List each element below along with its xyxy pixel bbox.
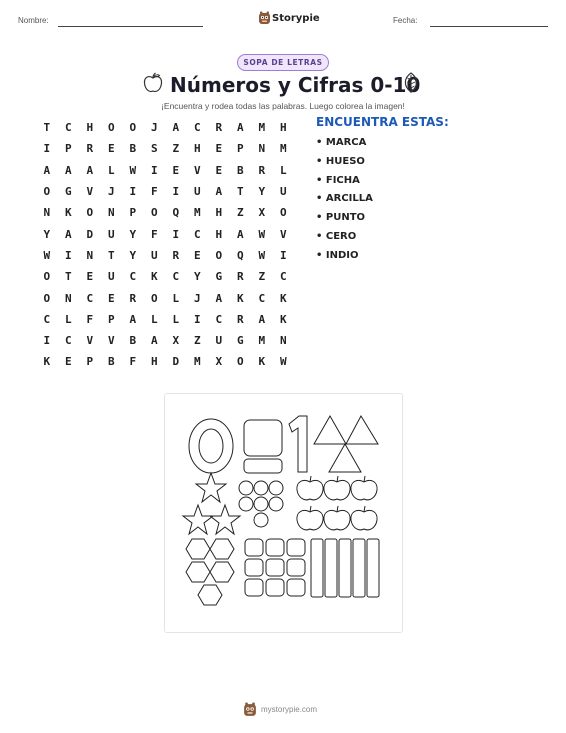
grid-letter[interactable]: C	[258, 291, 266, 305]
grid-letter[interactable]: O	[43, 270, 51, 284]
grid-letter[interactable]: U	[150, 248, 158, 262]
zero-shape[interactable]	[189, 419, 233, 473]
grid-letter[interactable]: P	[86, 355, 94, 369]
grid-letter[interactable]: U	[215, 334, 223, 348]
coloring-picture[interactable]	[164, 393, 403, 633]
date-field[interactable]	[430, 26, 548, 27]
word-search-grid[interactable]	[36, 117, 294, 373]
unit-squares[interactable]	[244, 420, 282, 473]
grid-letter[interactable]: V	[279, 227, 287, 241]
name-field[interactable]	[58, 26, 203, 27]
grid-letter[interactable]: A	[236, 121, 244, 135]
grid-letter[interactable]: Y	[129, 248, 137, 262]
grid-letter[interactable]: K	[150, 270, 158, 284]
grid-letter[interactable]: C	[193, 227, 201, 241]
grid-letter[interactable]: B	[236, 163, 244, 177]
grid-letter[interactable]: H	[150, 355, 158, 369]
grid-letter[interactable]: L	[107, 163, 115, 177]
grid-letter[interactable]: F	[129, 355, 137, 369]
grid-letter[interactable]: F	[150, 185, 158, 199]
grid-letter[interactable]: O	[279, 206, 287, 220]
grid-letter[interactable]: A	[236, 227, 244, 241]
word-item: • FICHA	[316, 174, 360, 186]
grid-letter[interactable]: H	[86, 121, 94, 135]
grid-row	[36, 138, 294, 159]
grid-row	[36, 330, 294, 351]
grid-row	[36, 202, 294, 223]
grid-letter[interactable]: E	[86, 270, 94, 284]
grid-letter[interactable]: K	[43, 355, 51, 369]
grid-letter[interactable]: F	[150, 227, 158, 241]
rounded-rectangles[interactable]	[245, 539, 305, 596]
grid-letter[interactable]: E	[107, 142, 115, 156]
grid-letter[interactable]: W	[258, 227, 266, 241]
grid-letter[interactable]: D	[86, 227, 94, 241]
word-item: • ARCILLA	[316, 193, 373, 205]
grid-letter[interactable]: V	[86, 334, 94, 348]
grid-letter[interactable]: Y	[129, 227, 137, 241]
grid-letter[interactable]: T	[43, 121, 51, 135]
grid-letter[interactable]: B	[129, 142, 137, 156]
grid-letter[interactable]: E	[215, 142, 223, 156]
grid-letter[interactable]: L	[172, 312, 180, 326]
grid-letter[interactable]: G	[215, 270, 223, 284]
grid-letter[interactable]: N	[86, 248, 94, 262]
page-title: Números y Cifras 0-10	[170, 73, 421, 97]
grid-row	[36, 287, 294, 308]
grid-letter[interactable]: O	[43, 185, 51, 199]
grid-row	[36, 245, 294, 266]
footer	[243, 701, 343, 719]
grid-letter[interactable]: I	[172, 227, 180, 241]
grid-letter[interactable]: A	[86, 163, 94, 177]
grid-letter[interactable]: B	[107, 355, 115, 369]
grid-letter[interactable]: L	[150, 312, 158, 326]
name-label: Nombre:	[18, 16, 49, 25]
grid-letter[interactable]: C	[64, 121, 72, 135]
grid-letter[interactable]: T	[107, 248, 115, 262]
grid-letter[interactable]: D	[172, 355, 180, 369]
grid-letter[interactable]: G	[236, 334, 244, 348]
grid-letter[interactable]: C	[193, 121, 201, 135]
grid-letter[interactable]: R	[236, 312, 244, 326]
word-item: • MARCA	[316, 137, 367, 148]
grid-letter[interactable]: G	[64, 185, 72, 199]
grid-row	[36, 266, 294, 287]
grid-letter[interactable]: A	[172, 121, 180, 135]
grid-letter[interactable]: N	[43, 206, 51, 220]
grid-letter[interactable]: P	[236, 142, 244, 156]
grid-letter[interactable]: P	[129, 206, 137, 220]
grid-letter[interactable]: I	[172, 185, 180, 199]
word-item: • INDIO	[316, 249, 359, 261]
grid-letter[interactable]: C	[215, 312, 223, 326]
grid-letter[interactable]: T	[236, 185, 244, 199]
grid-letter[interactable]: L	[64, 312, 72, 326]
grid-letter[interactable]: S	[150, 142, 158, 156]
grid-letter[interactable]: Y	[258, 185, 266, 199]
grid-letter[interactable]: A	[215, 185, 223, 199]
grid-letter[interactable]: M	[193, 355, 201, 369]
grid-letter[interactable]: A	[129, 312, 137, 326]
grid-letter[interactable]: U	[279, 185, 287, 199]
grid-letter[interactable]: K	[258, 355, 266, 369]
grid-letter[interactable]: M	[279, 142, 287, 156]
grid-letter[interactable]: K	[64, 206, 72, 220]
grid-letter[interactable]: W	[279, 355, 287, 369]
grid-letter[interactable]: E	[215, 163, 223, 177]
grid-letter[interactable]: O	[215, 248, 223, 262]
grid-letter[interactable]: C	[279, 270, 287, 284]
grid-letter[interactable]: I	[64, 248, 72, 262]
grid-letter[interactable]: N	[258, 142, 266, 156]
grid-letter[interactable]: X	[215, 355, 223, 369]
grid-letter[interactable]: X	[172, 334, 180, 348]
grid-letter[interactable]: O	[107, 121, 115, 135]
apple-shapes[interactable]	[297, 476, 377, 530]
grid-letter[interactable]: E	[172, 163, 180, 177]
grid-letter[interactable]: C	[64, 334, 72, 348]
grid-letter[interactable]: P	[64, 142, 72, 156]
grid-letter[interactable]: H	[215, 206, 223, 220]
storypie-footer-logo-icon	[243, 702, 257, 717]
grid-letter[interactable]: N	[107, 206, 115, 220]
activity-badge: SOPA DE LETRAS	[237, 54, 329, 71]
grid-letter[interactable]: A	[43, 163, 51, 177]
grid-letter[interactable]: K	[279, 291, 287, 305]
grid-letter[interactable]: H	[279, 121, 287, 135]
word-item: • PUNTO	[316, 212, 366, 224]
grid-letter[interactable]: U	[107, 227, 115, 241]
grid-letter[interactable]: O	[150, 291, 158, 305]
grid-row	[36, 223, 294, 244]
grid-row	[36, 117, 294, 138]
grid-letter[interactable]: H	[193, 142, 201, 156]
grid-letter[interactable]: Z	[236, 206, 244, 220]
grid-letter[interactable]: I	[43, 142, 51, 156]
grid-letter[interactable]: V	[193, 163, 201, 177]
grid-letter[interactable]: K	[236, 291, 244, 305]
grid-letter[interactable]: Z	[172, 142, 180, 156]
grid-letter[interactable]: M	[193, 206, 201, 220]
grid-letter[interactable]: Z	[258, 270, 266, 284]
word-item: • HUESO	[316, 155, 365, 167]
word-list	[316, 137, 373, 269]
grid-letter[interactable]: E	[64, 355, 72, 369]
grid-letter[interactable]: R	[258, 163, 266, 177]
word-list-title: ENCUENTRA ESTAS:	[316, 115, 449, 129]
brand	[258, 11, 318, 27]
grid-letter[interactable]: A	[258, 312, 266, 326]
grid-row	[36, 181, 294, 202]
circle-shapes[interactable]	[239, 481, 283, 527]
grid-letter[interactable]: O	[129, 121, 137, 135]
footer-url: mystorypie.com	[261, 705, 318, 714]
worksheet-header	[18, 10, 548, 32]
grid-letter[interactable]: W	[43, 248, 51, 262]
grid-letter[interactable]: Q	[172, 206, 180, 220]
numbers-coloring-illustration[interactable]	[165, 394, 404, 634]
grid-letter[interactable]: U	[107, 270, 115, 284]
grid-letter[interactable]: A	[64, 227, 72, 241]
grid-letter[interactable]: I	[193, 312, 201, 326]
grid-letter[interactable]: M	[258, 121, 266, 135]
grid-letter[interactable]: O	[43, 291, 51, 305]
grid-letter[interactable]: O	[86, 206, 94, 220]
grid-letter[interactable]: I	[279, 248, 287, 262]
hexagon-shapes[interactable]	[186, 539, 234, 605]
grid-letter[interactable]: J	[193, 291, 201, 305]
grid-letter[interactable]: A	[64, 163, 72, 177]
grid-letter[interactable]: F	[86, 312, 94, 326]
ten-bars[interactable]	[311, 539, 379, 597]
grid-letter[interactable]: J	[107, 185, 115, 199]
leaf-icon	[401, 72, 421, 94]
triangle-shapes[interactable]	[314, 416, 378, 472]
grid-letter[interactable]: P	[107, 312, 115, 326]
brand-name: Storypie	[272, 13, 320, 24]
grid-letter[interactable]: L	[279, 163, 287, 177]
grid-letter[interactable]: Q	[236, 248, 244, 262]
grid-letter[interactable]: Z	[193, 334, 201, 348]
grid-letter[interactable]: I	[43, 334, 51, 348]
grid-letter[interactable]: T	[64, 270, 72, 284]
grid-letter[interactable]: M	[258, 334, 266, 348]
grid-letter[interactable]: N	[64, 291, 72, 305]
grid-letter[interactable]: C	[86, 291, 94, 305]
grid-letter[interactable]: A	[215, 291, 223, 305]
grid-letter[interactable]: R	[86, 142, 94, 156]
grid-letter[interactable]: X	[258, 206, 266, 220]
grid-letter[interactable]: C	[129, 270, 137, 284]
grid-letter[interactable]: K	[279, 312, 287, 326]
grid-letter[interactable]: E	[193, 248, 201, 262]
grid-letter[interactable]: N	[279, 334, 287, 348]
grid-letter[interactable]: E	[107, 291, 115, 305]
star-shapes[interactable]	[183, 473, 240, 534]
grid-letter[interactable]: O	[236, 355, 244, 369]
storypie-logo-icon	[258, 11, 271, 25]
grid-letter[interactable]: W	[258, 248, 266, 262]
grid-letter[interactable]: L	[172, 291, 180, 305]
grid-letter[interactable]: I	[129, 185, 137, 199]
grid-letter[interactable]: R	[236, 270, 244, 284]
grid-row	[36, 160, 294, 181]
apple-icon	[143, 72, 163, 94]
one-shape[interactable]	[289, 416, 307, 472]
grid-letter[interactable]: C	[172, 270, 180, 284]
grid-row	[36, 309, 294, 330]
grid-letter[interactable]: H	[215, 227, 223, 241]
grid-letter[interactable]: W	[129, 163, 137, 177]
grid-letter[interactable]: R	[215, 121, 223, 135]
word-item: • CERO	[316, 230, 357, 242]
grid-letter[interactable]: R	[129, 291, 137, 305]
grid-letter[interactable]: O	[150, 206, 158, 220]
grid-letter[interactable]: V	[107, 334, 115, 348]
grid-letter[interactable]: I	[150, 163, 158, 177]
grid-letter[interactable]: B	[129, 334, 137, 348]
grid-row	[36, 351, 294, 372]
grid-letter[interactable]: V	[86, 185, 94, 199]
grid-letter[interactable]: Y	[193, 270, 201, 284]
grid-letter[interactable]: C	[43, 312, 51, 326]
grid-letter[interactable]: Y	[43, 227, 51, 241]
grid-letter[interactable]: A	[150, 334, 158, 348]
instructions: ¡Encuentra y rodea todas las palabras. Luego colorea la imagen!	[161, 101, 405, 111]
date-label: Fecha:	[393, 16, 418, 25]
grid-letter[interactable]: U	[193, 185, 201, 199]
grid-letter[interactable]: J	[150, 121, 158, 135]
grid-letter[interactable]: R	[172, 248, 180, 262]
